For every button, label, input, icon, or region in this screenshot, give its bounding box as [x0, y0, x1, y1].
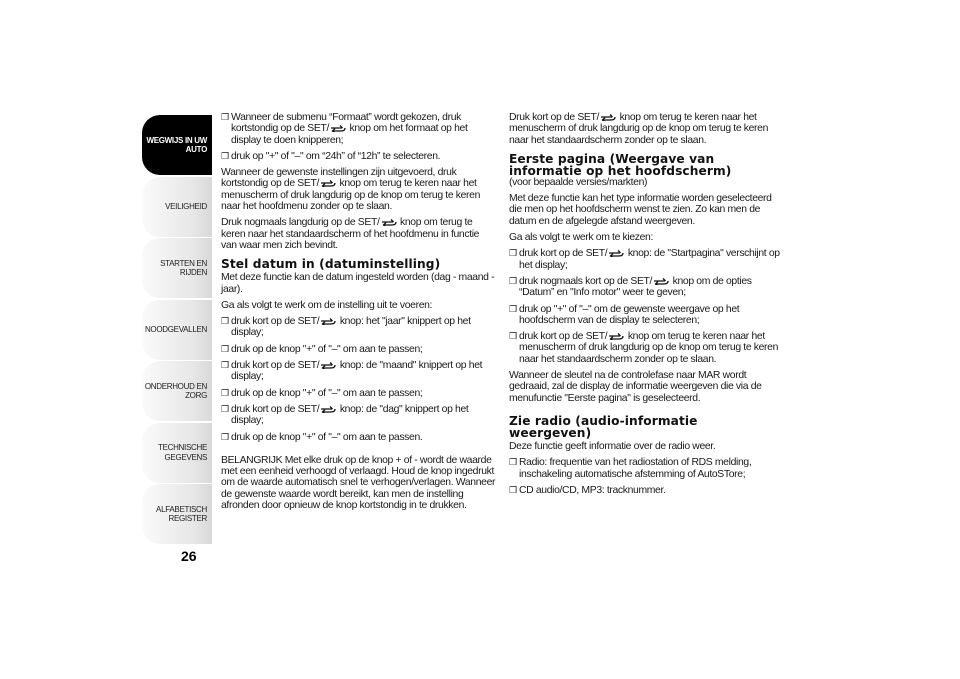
- section-heading-stel-datum: Stel datum in (datuminstelling): [221, 257, 441, 272]
- paragraph: Druk nogmaals langdurig op de SET/ knop om terug te keren naar het standaardscherm of het hoofdmenu in functie van waar men zich bevindt.: [221, 217, 480, 251]
- paragraph: Ga als volgt te werk om te kiezen:: [509, 232, 654, 244]
- list-item: ❒ druk op "+" of "–" om de gewenste weergave op het hoofdscherm van de display te selecteren;: [509, 303, 740, 326]
- list-item: ❒ CD audio/CD, MP3: tracknummer.: [509, 484, 666, 496]
- return-arrow-icon: [320, 361, 336, 369]
- section-heading-zie-radio: Zie radio (audio-informatie weergeven): [509, 413, 698, 440]
- return-arrow-icon: [330, 124, 346, 132]
- return-arrow-icon: [320, 179, 336, 187]
- sidebar-tab-noodgevallen[interactable]: NOODGEVALLEN: [142, 300, 212, 360]
- paragraph: Wanneer de sleutel na de controlefase naar MAR wordt gedraaid, zal de display de informatie weergeven die via de menufunctie "Eerste pagina" is geselecteerd.: [509, 370, 762, 404]
- return-arrow-icon: [320, 405, 336, 413]
- sidebar-tab-veiligheid[interactable]: VEILIGHEID: [142, 177, 212, 237]
- sidebar-tab-alfabetisch-register[interactable]: ALFABETISCH REGISTER: [142, 484, 212, 544]
- return-arrow-icon: [608, 249, 624, 257]
- return-arrow-icon: [608, 332, 624, 340]
- paragraph: Met deze functie kan de datum ingesteld worden (dag - maand - jaar).: [221, 272, 495, 295]
- list-item: ❒ druk op de knop "+" of "–" om aan te passen;: [221, 343, 423, 355]
- checkbox-bullet-icon: ❒: [509, 275, 517, 286]
- checkbox-bullet-icon: ❒: [221, 360, 229, 371]
- right-column: [509, 112, 784, 501]
- important-note: BELANGRIJK Met elke druk op de knop + of - wordt de waarde met een eenheid verhoogd of verlaagd. Houd de knop ingedrukt om de waarde automatisch snel te verhogen/verlagen. Wanneer de gewenste waarde wordt bereikt, kan men de instelling afronden door opnieuw de knop kortstondig in te drukken.: [221, 454, 496, 512]
- list-item: ❒ Wanneer de submenu “Formaat” wordt gekozen, druk kortstondig op de SET/ knop om het formaat op het display te doen knipperen;: [221, 112, 468, 146]
- list-item: ❒ druk nogmaals kort op de SET/ knop om de opties “Datum” en "Info motor" weer te geven;: [509, 275, 752, 299]
- return-arrow-icon: [381, 218, 397, 226]
- list-item: ❒ druk op "+" of "–" om “24h” of “12h” te selecteren.: [221, 150, 441, 162]
- list-item: ❒ druk kort op de SET/ knop: de "dag" knippert op het display;: [221, 403, 469, 427]
- checkbox-bullet-icon: ❒: [221, 316, 229, 327]
- checkbox-bullet-icon: ❒: [221, 431, 229, 442]
- checkbox-bullet-icon: ❒: [221, 403, 229, 414]
- return-arrow-icon: [600, 113, 616, 121]
- left-column: [221, 112, 497, 516]
- checkbox-bullet-icon: ❒: [221, 343, 229, 354]
- list-item: ❒ druk op de knop "+" of "–" om aan te passen;: [221, 387, 423, 399]
- checkbox-bullet-icon: ❒: [221, 150, 229, 161]
- checkbox-bullet-icon: ❒: [509, 484, 517, 495]
- list-item: ❒ druk op de knop "+" of "–" om aan te passen.: [221, 431, 423, 443]
- list-item: ❒ druk kort op de SET/ knop: de "Startpagina" verschijnt op het display;: [509, 248, 780, 271]
- list-item: ❒ Radio: frequentie van het radiostation of RDS melding, inschakeling automatische afstemming of AutoSTore;: [509, 457, 752, 480]
- sidebar-tab-starten-en-rijden[interactable]: STARTEN EN RIJDEN: [142, 238, 212, 298]
- checkbox-bullet-icon: ❒: [509, 457, 517, 468]
- checkbox-bullet-icon: ❒: [221, 387, 229, 398]
- return-arrow-icon: [320, 317, 336, 325]
- list-item: ❒ druk kort op de SET/ knop om terug te keren naar het menuscherm of druk langdurig op de knop om terug te keren naar het standaardscherm zonder op te slaan.: [509, 331, 779, 365]
- list-item: ❒ druk kort op de SET/ knop: het "jaar" knippert op het display;: [221, 316, 471, 339]
- chapter-sidebar: [142, 115, 212, 546]
- paragraph: Druk kort op de SET/ knop om terug te keren naar het menuscherm of druk langdurig op de knop om terug te keren naar het standaardscherm zonder op te slaan.: [509, 112, 769, 146]
- return-arrow-icon: [653, 277, 669, 285]
- sidebar-tab-technische-gegevens[interactable]: TECHNISCHE GEGEVENS: [142, 423, 212, 483]
- paragraph: Deze functie geeft informatie over de radio weer.: [509, 440, 716, 452]
- checkbox-bullet-icon: ❒: [509, 303, 517, 314]
- sidebar-tab-wegwijs[interactable]: WEGWIJS IN UW AUTO: [142, 115, 212, 175]
- paragraph: Wanneer de gewenste instellingen zijn uitgevoerd, druk kortstondig op de SET/ knop om terug te keren naar het menuscherm of druk langdurig op de knop om terug te keren naar het hoofdmenu zonder op te slaan.: [221, 167, 481, 213]
- section-heading-eerste-pagina: Eerste pagina (Weergave van informatie op het hoofdscherm): [509, 151, 732, 178]
- checkbox-bullet-icon: ❒: [221, 112, 229, 122]
- paragraph: Ga als volgt te werk om de instelling uit te voeren:: [221, 299, 433, 311]
- section-subtitle: (voor bepaalde versies/markten): [509, 176, 648, 188]
- checkbox-bullet-icon: ❒: [509, 331, 517, 342]
- checkbox-bullet-icon: ❒: [509, 248, 517, 259]
- paragraph: Met deze functie kan het type informatie worden geselecteerd die men op het hoofdscherm wenst te zien. Zo kan men de datum en de afgelegde afstand weergeven.: [509, 193, 772, 227]
- page-number: 26: [181, 548, 197, 564]
- list-item: ❒ druk kort op de SET/ knop: de "maand" knippert op het display;: [221, 360, 483, 383]
- sidebar-tab-onderhoud-en-zorg[interactable]: ONDERHOUD EN ZORG: [142, 361, 212, 421]
